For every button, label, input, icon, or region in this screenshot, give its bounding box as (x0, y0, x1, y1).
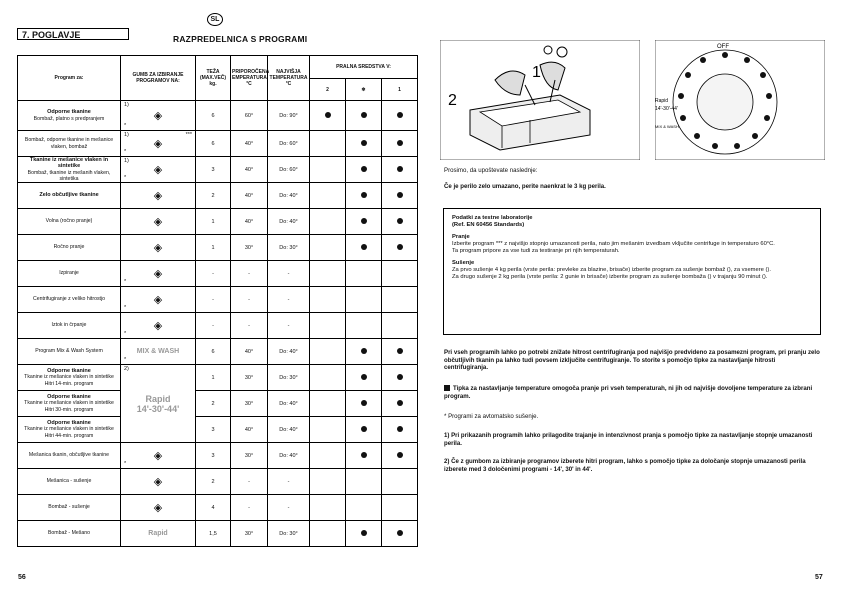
dispenser-cell (346, 261, 382, 287)
drawer-note: Če je perilo zelo umazano, perite naenkrat le 3 kg perila. (444, 183, 606, 190)
temp-rec-cell: 60° (231, 101, 268, 131)
dispenser-dot (361, 166, 367, 172)
dispenser-cell (346, 469, 382, 495)
auto-dry-star: * (124, 279, 127, 285)
dispenser-dot (361, 400, 367, 406)
temp-rec-cell: - (231, 287, 268, 313)
mix-wash-icon: MIX & WASH (136, 348, 180, 355)
knob-cell (121, 443, 196, 469)
load-cell: 1 (196, 235, 231, 261)
load-cell: 2 (196, 469, 231, 495)
dispenser-dot (397, 452, 403, 458)
dispenser-cell (346, 101, 382, 131)
hand-wash-icon: ◈ (153, 242, 163, 254)
temp-rec-cell: - (231, 313, 268, 339)
temp-max-cell: Do: 60° (268, 131, 310, 157)
program-name: Mešanica - sušenje (46, 478, 92, 485)
language-badge: SL (207, 13, 223, 26)
cloud-sun-icon: ◈ (153, 502, 163, 514)
table-row (18, 391, 418, 417)
table-row (18, 469, 418, 495)
rapid-dry-icon: Rapid (148, 530, 168, 537)
dispenser-dot (361, 348, 367, 354)
program-dial[interactable] (655, 40, 825, 160)
table-row (18, 417, 418, 443)
program-name-bold: Odporne tkanine (47, 368, 91, 375)
dispenser-cell (310, 469, 346, 495)
dispenser-cell (310, 157, 346, 183)
dispenser-dot (397, 530, 403, 536)
flask-icon: ◈ (153, 164, 163, 176)
table-row (18, 101, 418, 131)
program-cell (18, 261, 121, 287)
program-name-bold: Zelo občutljive tkanine (39, 192, 99, 199)
dispenser-cell (382, 417, 418, 443)
rinse-icon: ◈ (153, 268, 163, 280)
table-row (18, 521, 418, 547)
dispenser-col-2: 2 (310, 79, 346, 101)
program-cell (18, 365, 121, 391)
program-cell (18, 131, 121, 157)
load-cell: - (196, 287, 231, 313)
load-cell: 1 (196, 209, 231, 235)
dispenser-dot (361, 112, 367, 118)
program-cell (18, 209, 121, 235)
wool-icon: ◈ (153, 216, 163, 228)
dispenser-dot (397, 218, 403, 224)
knob-cell (121, 183, 196, 209)
dispenser-dot (397, 112, 403, 118)
knob-cell (121, 365, 196, 443)
table-row (18, 287, 418, 313)
dispenser-dot (397, 244, 403, 250)
load-cell: 1,5 (196, 521, 231, 547)
dispenser-cell (382, 365, 418, 391)
knob-cell (121, 157, 196, 183)
table-row (18, 235, 418, 261)
program-cell (18, 157, 121, 183)
col-knob: GUMB ZA IZBIRANJE PROGRAMOV NA: (121, 56, 196, 101)
dispenser-cell (310, 209, 346, 235)
leaf-icon: ◈ (153, 190, 163, 202)
program-cell (18, 391, 121, 417)
dispenser-col-1: 1 (382, 79, 418, 101)
load-cell: - (196, 261, 231, 287)
rapid-times: 14'-30'-44' (136, 403, 180, 414)
dispenser-cell (310, 339, 346, 365)
dispenser-dot (361, 374, 367, 380)
temp-rec-cell: 30° (231, 235, 268, 261)
knob-cell (121, 469, 196, 495)
lab-washing-text-2: Ta program pripore za vse tudi za testiranje pri njih temperaturah. (452, 248, 620, 254)
table-row (18, 495, 418, 521)
knob-cell (121, 101, 196, 131)
auto-dry-star: * (124, 149, 127, 155)
dispenser-cell (310, 495, 346, 521)
step-2-label: 2 (448, 92, 457, 109)
lab-title: Podatki za testne laboratorije (452, 215, 533, 221)
dispenser-cell (310, 287, 346, 313)
temp-rec-cell: 30° (231, 443, 268, 469)
col-temp-rec: PRIPOROČENA EMPERATURA °C (231, 56, 268, 101)
dispenser-cell (346, 209, 382, 235)
table-row (18, 261, 418, 287)
table-row (18, 313, 418, 339)
auto-dry-note: * Programi za avtomatsko sušenje. (444, 413, 539, 420)
table-row (18, 443, 418, 469)
dispenser-cell (310, 417, 346, 443)
note-2: 2) Če z gumbom za izbiranje programov izberete hitri program, lahko s pomočjo tipke za določanje stopnje umazanosti perila izberete med 3 določenimi programi - 14', 30' in 44'. (444, 458, 806, 473)
col-load: TEŽA (MAX.VEČ) kg. (196, 56, 231, 101)
knob-cell (121, 339, 196, 365)
program-name: Ročno pranje (53, 244, 85, 251)
temp-rec-cell: 40° (231, 157, 268, 183)
program-name: Centrifugiranje z veliko hitrostjo (32, 296, 106, 303)
page-title: RAZPREDELNICA S PROGRAMI (173, 34, 308, 44)
lab-washing-text: Izberite program *** z najvišjo stopnjo umazanosti perila, nato jim mešanim izvedbam vključite centrifuge in temperaturo 60°C. (452, 241, 775, 247)
temp-rec-cell: 40° (231, 183, 268, 209)
temp-max-cell: - (268, 313, 310, 339)
program-cell (18, 469, 121, 495)
program-name-bold: Odporne tkanine (47, 394, 91, 401)
rapid-label: Rapid (145, 393, 171, 404)
temp-max-cell: Do: 60° (268, 157, 310, 183)
temp-rec-cell: - (231, 469, 268, 495)
load-cell: 6 (196, 131, 231, 157)
temp-max-cell: - (268, 495, 310, 521)
program-name-bold: Odporne tkanine (47, 109, 91, 116)
dispenser-dot (397, 348, 403, 354)
program-name-bold: Odporne tkanine (47, 420, 91, 427)
col-temp-max: NAJVIŠJA TEMPERATURA °C (268, 56, 310, 101)
temp-rec-cell: 40° (231, 339, 268, 365)
load-cell: 2 (196, 391, 231, 417)
dispenser-dot (397, 192, 403, 198)
dispenser-cell (346, 287, 382, 313)
col-program: Program za: (18, 56, 121, 101)
dispenser-cell (310, 131, 346, 157)
dispenser-dot (361, 192, 367, 198)
table-row (18, 157, 418, 183)
knob-cell (121, 209, 196, 235)
dispenser-cell (346, 417, 382, 443)
dispenser-cell (382, 443, 418, 469)
dispenser-cell (346, 443, 382, 469)
program-cell (18, 443, 121, 469)
load-cell: 6 (196, 339, 231, 365)
load-cell: 1 (196, 365, 231, 391)
dispenser-dot (361, 426, 367, 432)
program-cell (18, 183, 121, 209)
temp-max-cell: Do: 40° (268, 339, 310, 365)
dispenser-cell (382, 495, 418, 521)
lab-drying-text: Za prvo sušenje 4 kg perila (vrste perila: prevleke za blazine, brisače) izberite program za sušenje bombaž (), za vsemere (). (452, 267, 771, 273)
dispenser-dot (397, 140, 403, 146)
knob-cell (121, 313, 196, 339)
lab-drying-heading: Sušenje (452, 260, 475, 266)
program-cell (18, 101, 121, 131)
dispenser-dot (397, 400, 403, 406)
dispenser-cell (346, 235, 382, 261)
dispenser-cell (310, 313, 346, 339)
table-row (18, 209, 418, 235)
dispenser-cell (382, 391, 418, 417)
load-cell: 3 (196, 443, 231, 469)
auto-dry-star: * (124, 175, 127, 181)
dispenser-dot (361, 140, 367, 146)
dial-off: OFF (717, 44, 729, 50)
dispenser-cell (346, 183, 382, 209)
temp-rec-cell: 30° (231, 365, 268, 391)
temp-max-cell: Do: 40° (268, 391, 310, 417)
knob-cell (121, 131, 196, 157)
program-name: Program Mix & Wash System (35, 348, 103, 355)
dispenser-cell (310, 183, 346, 209)
knob-cell (121, 495, 196, 521)
auto-dry-star: * (124, 305, 127, 311)
auto-dry-star: * (124, 461, 127, 467)
load-cell: 4 (196, 495, 231, 521)
temp-max-cell: - (268, 261, 310, 287)
intensive-plus-p-icon: ◈ (153, 110, 163, 122)
dial-times: 14'-30'-44' (655, 106, 678, 112)
program-cell (18, 521, 121, 547)
dispenser-cell (346, 365, 382, 391)
page-number-left: 56 (18, 574, 26, 581)
load-cell: 3 (196, 417, 231, 443)
program-name: Mešanica tkanin, občutljive tkanine (28, 452, 110, 459)
dispenser-cell (310, 443, 346, 469)
auto-dry-star: * (124, 123, 127, 129)
dispenser-dot (361, 452, 367, 458)
program-name: Bombaž - Mešano (47, 530, 91, 537)
drain-icon: ◈ (153, 320, 163, 332)
load-cell: 2 (196, 183, 231, 209)
lab-drying-text-2: Za drugo sušenje 2 kg perila (vrste perila: 2 gunie in brisače) izberite program za sušenje bombaža () v trajanju 90 minut (). (452, 274, 768, 280)
dispenser-cell (382, 131, 418, 157)
dispenser-cell (346, 339, 382, 365)
dispenser-cell (310, 521, 346, 547)
lab-standard: (Ref. EN 60456 Standards) (452, 222, 525, 228)
dispenser-cell (346, 131, 382, 157)
program-name: Izpiranje (59, 270, 79, 277)
program-name: Tkanine iz mešanice vlaken in sintetike Hitri 30-min. program (24, 400, 114, 413)
temp-max-cell: Do: 40° (268, 417, 310, 443)
temp-max-cell: Do: 30° (268, 235, 310, 261)
program-cell (18, 495, 121, 521)
dispenser-cell (346, 495, 382, 521)
dispenser-dot (361, 530, 367, 536)
dispenser-cell (310, 365, 346, 391)
footnote-ref: 1) (124, 132, 129, 138)
dispenser-cell (382, 183, 418, 209)
auto-dry-star: * (124, 331, 127, 337)
program-cell (18, 313, 121, 339)
temp-max-cell: Do: 90° (268, 101, 310, 131)
dispenser-cell (382, 209, 418, 235)
program-name: Bombaž - sušenje (48, 504, 90, 511)
dispenser-cell (382, 339, 418, 365)
footnote-ref: 1) (124, 158, 129, 164)
temp-rec-cell: - (231, 261, 268, 287)
dispenser-cell (382, 521, 418, 547)
dispenser-dot (361, 244, 367, 250)
program-cell (18, 235, 121, 261)
dispenser-dot (325, 112, 331, 118)
dispenser-cell (382, 287, 418, 313)
lab-info-box (443, 208, 821, 335)
dispenser-cell (346, 313, 382, 339)
dispenser-cell (310, 235, 346, 261)
table-row (18, 365, 418, 391)
temp-max-cell: - (268, 469, 310, 495)
dispenser-cell (382, 313, 418, 339)
dial-mix: MIX & WASH (655, 124, 679, 129)
temp-key-icon (444, 385, 450, 391)
temp-max-cell: - (268, 287, 310, 313)
program-name: Bombaž, tkanine iz mešanih vlaken, sintetika (27, 169, 111, 182)
load-cell: 3 (196, 157, 231, 183)
footnote-ref: 2) (124, 366, 129, 372)
dispenser-cell (382, 157, 418, 183)
note-1: 1) Pri prikazanih programih lahko prilagodite trajanje in intenzivnost pranja s pomočjo tipke za nastavljanje stopnje umazanosti perila. (444, 432, 813, 447)
temp-max-cell: Do: 30° (268, 365, 310, 391)
dispenser-cell (346, 157, 382, 183)
temp-rec-cell: 30° (231, 521, 268, 547)
dispenser-dot (397, 166, 403, 172)
temp-max-cell: Do: 40° (268, 443, 310, 469)
page-number-right: 57 (815, 574, 823, 581)
dispenser-cell (346, 391, 382, 417)
leaf-sun-icon: ◈ (153, 476, 163, 488)
knob-cell (121, 287, 196, 313)
temp-max-cell: Do: 40° (268, 183, 310, 209)
temp-paragraph (444, 385, 820, 400)
step-1-label: 1 (532, 64, 541, 81)
knob-cell (121, 521, 196, 547)
spin-icon: ◈ (153, 294, 163, 306)
program-name: Bombaž, platno s predpranjem (33, 115, 105, 122)
dispenser-cell (310, 391, 346, 417)
program-table (17, 55, 418, 547)
load-cell: 6 (196, 101, 231, 131)
program-name-bold: Tkanine iz mešanice vlaken in sintetike (29, 157, 109, 170)
footnote-ref: 1) (124, 102, 129, 108)
dispenser-cell (382, 469, 418, 495)
temp-rec-cell: 40° (231, 209, 268, 235)
program-cell (18, 417, 121, 443)
col-dispenser: PRALNA SREDSTVA V: (310, 56, 418, 79)
table-row (18, 339, 418, 365)
temp-rec-cell: 30° (231, 391, 268, 417)
detergent-drawer-illustration (440, 40, 640, 160)
dispenser-cell (382, 101, 418, 131)
dispenser-cell (310, 261, 346, 287)
load-cell: - (196, 313, 231, 339)
knob-cell (121, 235, 196, 261)
temp-paragraph-text: Tipka za nastavljanje temperature omogoča pranje pri vseh temperaturah, ni jih od najvišje dovoljene temperature za izbrani program. (444, 385, 813, 400)
program-cell (18, 287, 121, 313)
auto-dry-star: * (124, 357, 127, 363)
dispenser-cell (346, 521, 382, 547)
temp-rec-cell: - (231, 495, 268, 521)
drawer-caption: Prosimo, da upoštevate naslednje: (444, 167, 538, 174)
temp-rec-cell: 40° (231, 417, 268, 443)
knob-cell (121, 261, 196, 287)
dispenser-cell (382, 235, 418, 261)
program-name: Iztok in črpanje (51, 322, 87, 329)
dispenser-col-flower: ❄ (346, 79, 382, 101)
dispenser-dot (361, 218, 367, 224)
program-cell (18, 339, 121, 365)
temp-max-cell: Do: 40° (268, 209, 310, 235)
lab-washing-heading: Pranje (452, 234, 470, 240)
lab-marker: *** (185, 132, 192, 138)
chapter-heading: 7. POGLAVJE (17, 28, 129, 40)
temp-rec-cell: 40° (231, 131, 268, 157)
dispenser-dot (397, 426, 403, 432)
table-row (18, 183, 418, 209)
program-name: Tkanine iz mešanice vlaken in sintetike Hitri 44-min. program (24, 426, 114, 439)
cotton-cloud-icon: ◈ (153, 138, 163, 150)
program-name: Bombaž, odporne tkanine in mešanice vlaken, bombaž (24, 137, 114, 150)
program-name: Tkanine iz mešanice vlaken in sintetike Hitri 14-min. program (24, 374, 114, 387)
temp-max-cell: Do: 30° (268, 521, 310, 547)
dispenser-cell (382, 261, 418, 287)
dispenser-cell (310, 101, 346, 131)
dispenser-dot (397, 374, 403, 380)
dial-rapid: Rapid (655, 98, 669, 104)
spin-paragraph: Pri vseh programih lahko po potrebi znižate hitrost centrifugiranja pod najvišjo predvideno za posamezni program, pri pranju zelo občutljivih tkanin pa lahko tudi povsem izključite centrifugiranje. To storite s pomočjo tipke za nastavljanje hitrosti centrifugiranja. (444, 349, 820, 372)
shirt-icon: ◈ (153, 450, 163, 462)
program-name: Volna (ročno pranje) (45, 218, 93, 225)
table-row (18, 131, 418, 157)
